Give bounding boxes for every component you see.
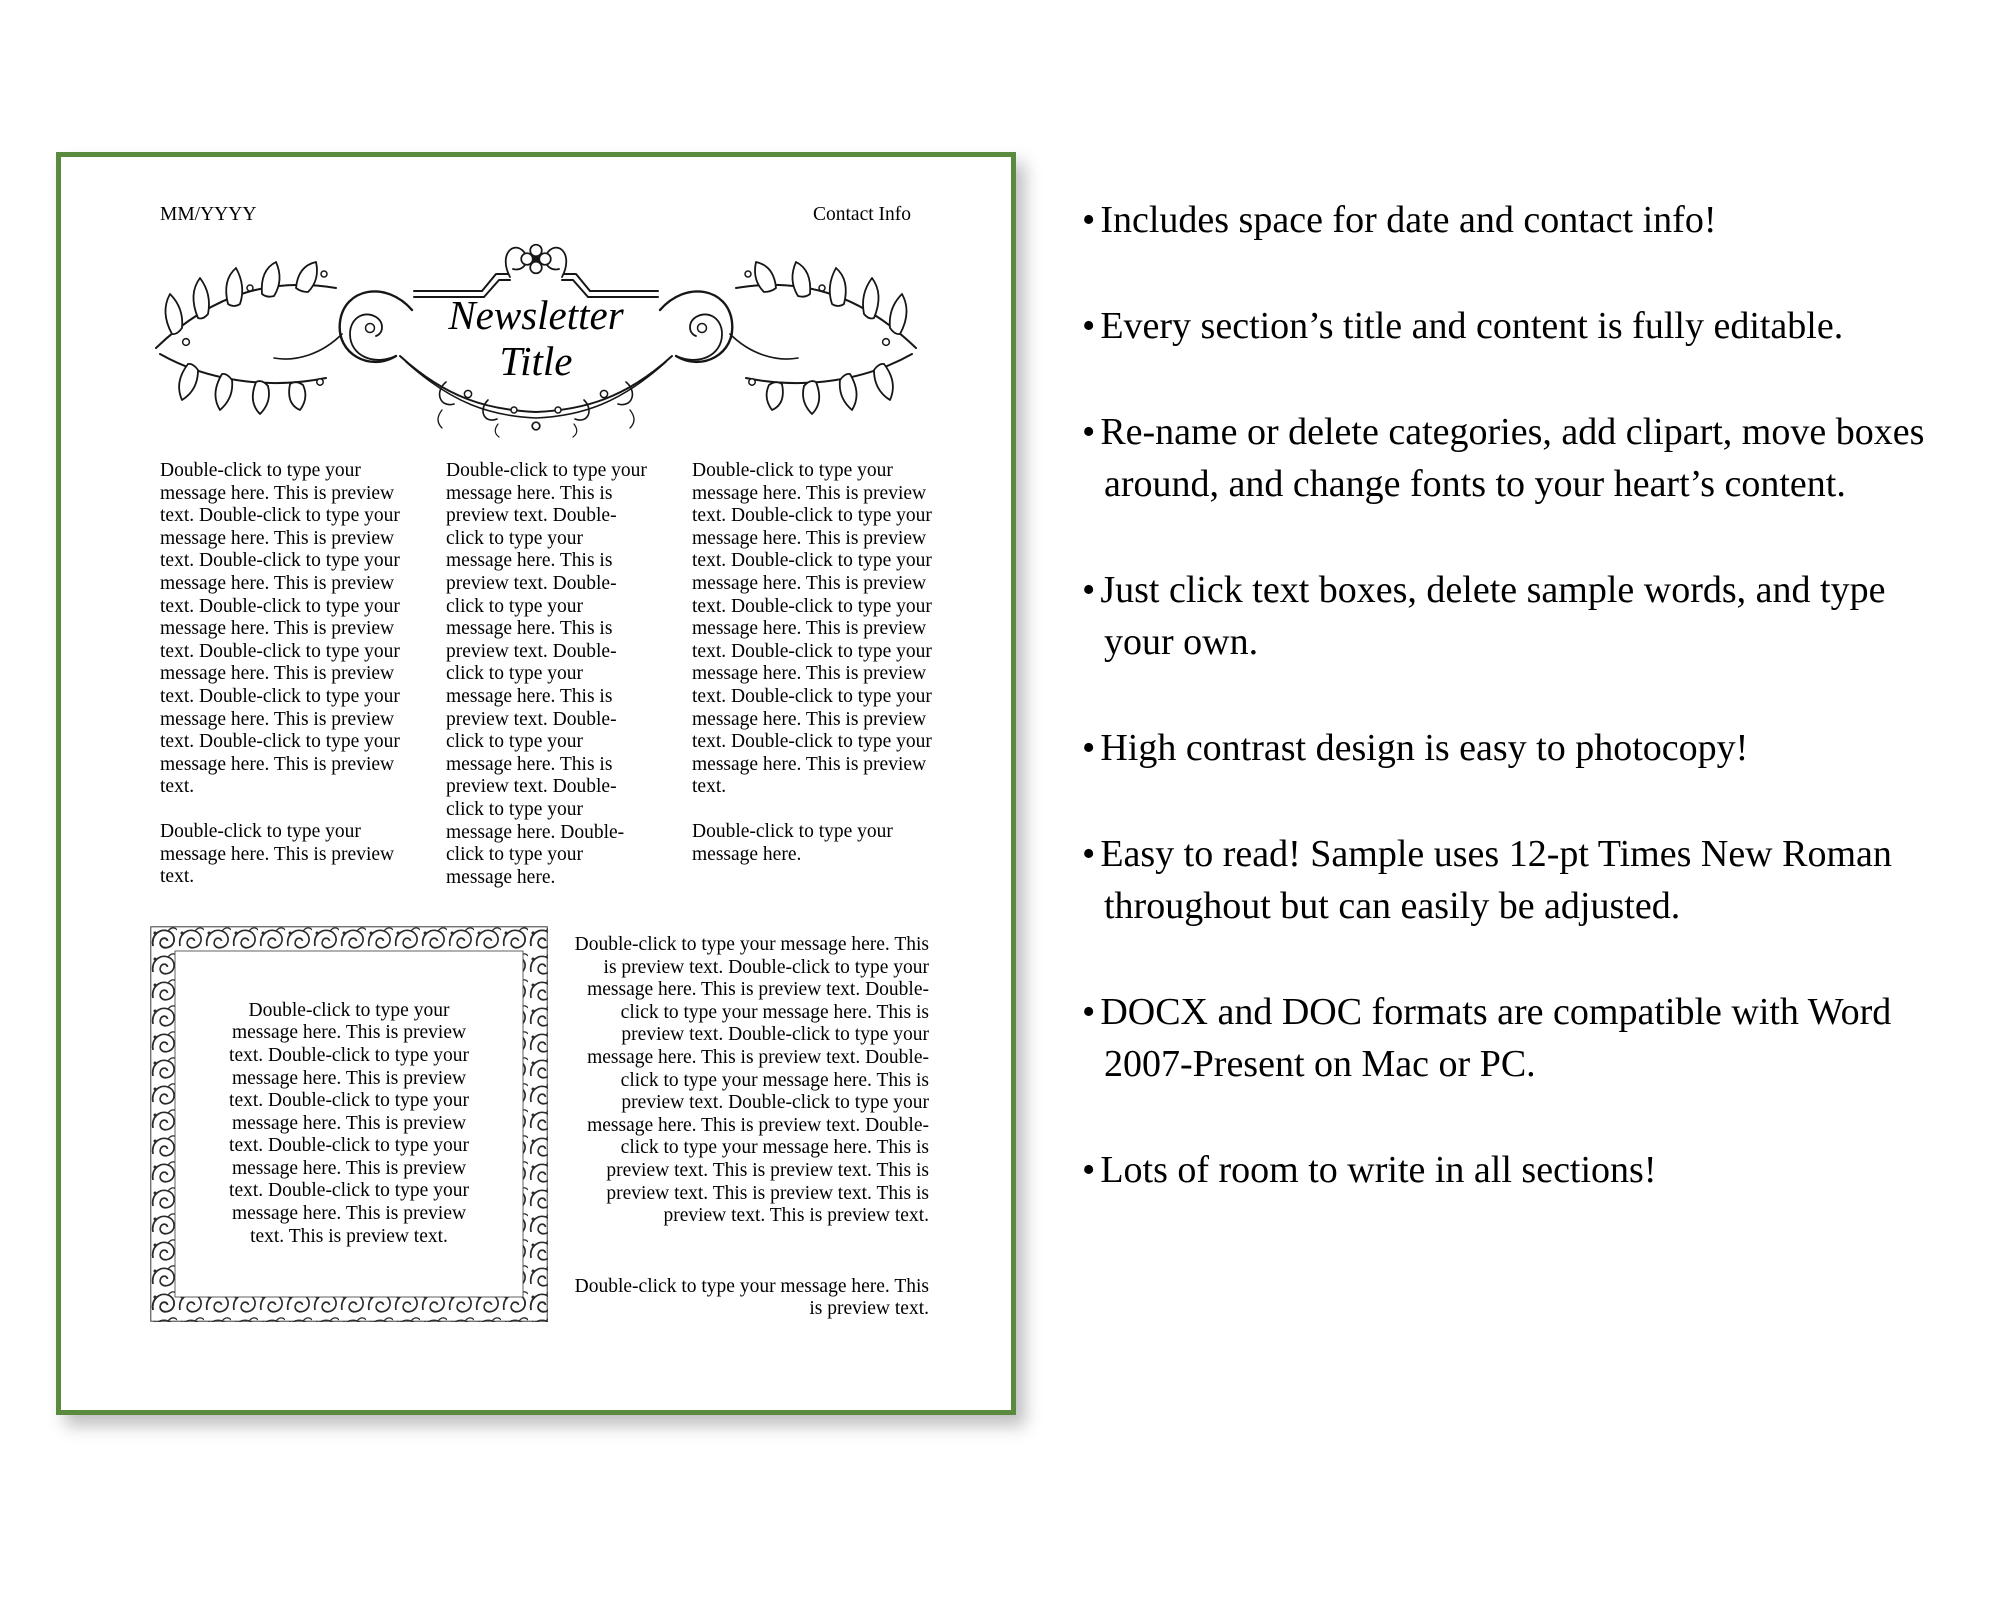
newsletter-masthead (146, 230, 926, 447)
column-1-paragraph-1: Double-click to type your message here. This is preview text. Double-click to type your message here. This is preview text. Double-click to type your message here. This is preview text. Double-click to type your message here. This is preview text. Double-click to type your message here. This is preview text. Double-click to type your message here. This is preview text. Double-click to type your message here. This is preview text. (160, 460, 400, 798)
feature-item-date-contact (1082, 194, 1930, 246)
bullet-icon: • (1082, 411, 1096, 453)
newsletter-header (160, 203, 911, 226)
bullet-icon: • (1082, 991, 1096, 1033)
feature-text: Every section’s title and content is fully editable. (1100, 305, 1844, 347)
newsletter-title-line2: Title (499, 338, 573, 384)
feature-text: Includes space for date and contact info! (1100, 199, 1717, 241)
bullet-icon: • (1082, 833, 1096, 875)
ornate-box-text: Double-click to type your message here. This is preview text. Double-click to type your message here. This is preview text. Double-click to type your message here. This is preview text. Double-click to type your message here. This is preview text. Double-click to type your message here. This is preview text. This is preview text. (229, 999, 469, 1247)
newsletter-preview-page (56, 152, 1016, 1415)
bullet-icon: • (1082, 569, 1096, 611)
newsletter-columns (160, 460, 932, 911)
feature-item-easy-to-read (1082, 828, 1930, 932)
feature-item-room-to-write (1082, 1144, 1930, 1196)
bullet-icon: • (1082, 1149, 1096, 1191)
newsletter-column-2 (446, 460, 652, 911)
column-2-paragraph-1: Double-click to type your message here. This is preview text. Double-click to type your message here. This is preview text. Double-click to type your message here. This is preview text. Double-click to type your message here. This is preview text. Double-click to type your message here. This is preview text. Double-click to type your message here. Double-click to type your message here. (446, 460, 647, 888)
newsletter-title (146, 292, 926, 384)
newsletter-column-1 (160, 460, 406, 911)
ornate-framed-textbox (150, 926, 548, 1322)
newsletter-contact-placeholder: Contact Info (812, 204, 911, 225)
newsletter-column-3 (692, 460, 932, 911)
bullet-icon: • (1082, 305, 1096, 347)
column-1-paragraph-2: Double-click to type your message here. This is preview text. (160, 820, 395, 888)
feature-item-high-contrast (1082, 722, 1930, 774)
feature-text: DOCX and DOC formats are compatible with Word 2007-Present on Mac or PC. (1100, 991, 1892, 1085)
feature-text: Re-name or delete categories, add clipart, move boxes around, and change fonts to your heart’s content. (1100, 411, 1925, 505)
feature-item-click-textboxes (1082, 564, 1930, 668)
feature-item-rename-categories (1082, 406, 1930, 510)
feature-text: High contrast design is easy to photocopy! (1100, 727, 1749, 769)
newsletter-date-placeholder: MM/YYYY (160, 204, 257, 225)
column-3-paragraph-1: Double-click to type your message here. This is preview text. Double-click to type your message here. This is preview text. Double-click to type your message here. This is preview text. Double-click to type your message here. This is preview text. Double-click to type your message here. This is preview text. Double-click to type your message here. This is preview text. Double-click to type your message here. This is preview text. (692, 460, 932, 798)
bottom-right-paragraph-2: Double-click to type your message here. This is preview text. (574, 1275, 929, 1320)
feature-list (1082, 194, 1930, 1250)
bullet-icon: • (1082, 727, 1096, 769)
column-3-paragraph-2: Double-click to type your message here. (692, 820, 893, 865)
feature-text: Just click text boxes, delete sample words, and type your own. (1100, 569, 1886, 663)
feature-item-docx-doc (1082, 986, 1930, 1090)
feature-text: Easy to read! Sample uses 12-pt Times New Roman throughout but can easily be adjusted. (1100, 833, 1892, 927)
feature-item-editable (1082, 300, 1930, 352)
bullet-icon: • (1082, 199, 1096, 241)
bottom-right-paragraph-1: Double-click to type your message here. This is preview text. Double-click to type your message here. This is preview text. Double-click to type your message here. This is preview text. Double-click to type your message here. This is preview text. Double-click to type your message here. This is preview text. Double-click to type your message here. This is preview text. Double-click to type your message here. This is preview text. This is preview text. This is preview text. This is preview text. This is preview text. This is preview text. (574, 934, 929, 1227)
newsletter-bottom-right-section (573, 934, 929, 1369)
newsletter-title-line1: Newsletter (448, 292, 624, 338)
feature-text: Lots of room to write in all sections! (1100, 1149, 1657, 1191)
